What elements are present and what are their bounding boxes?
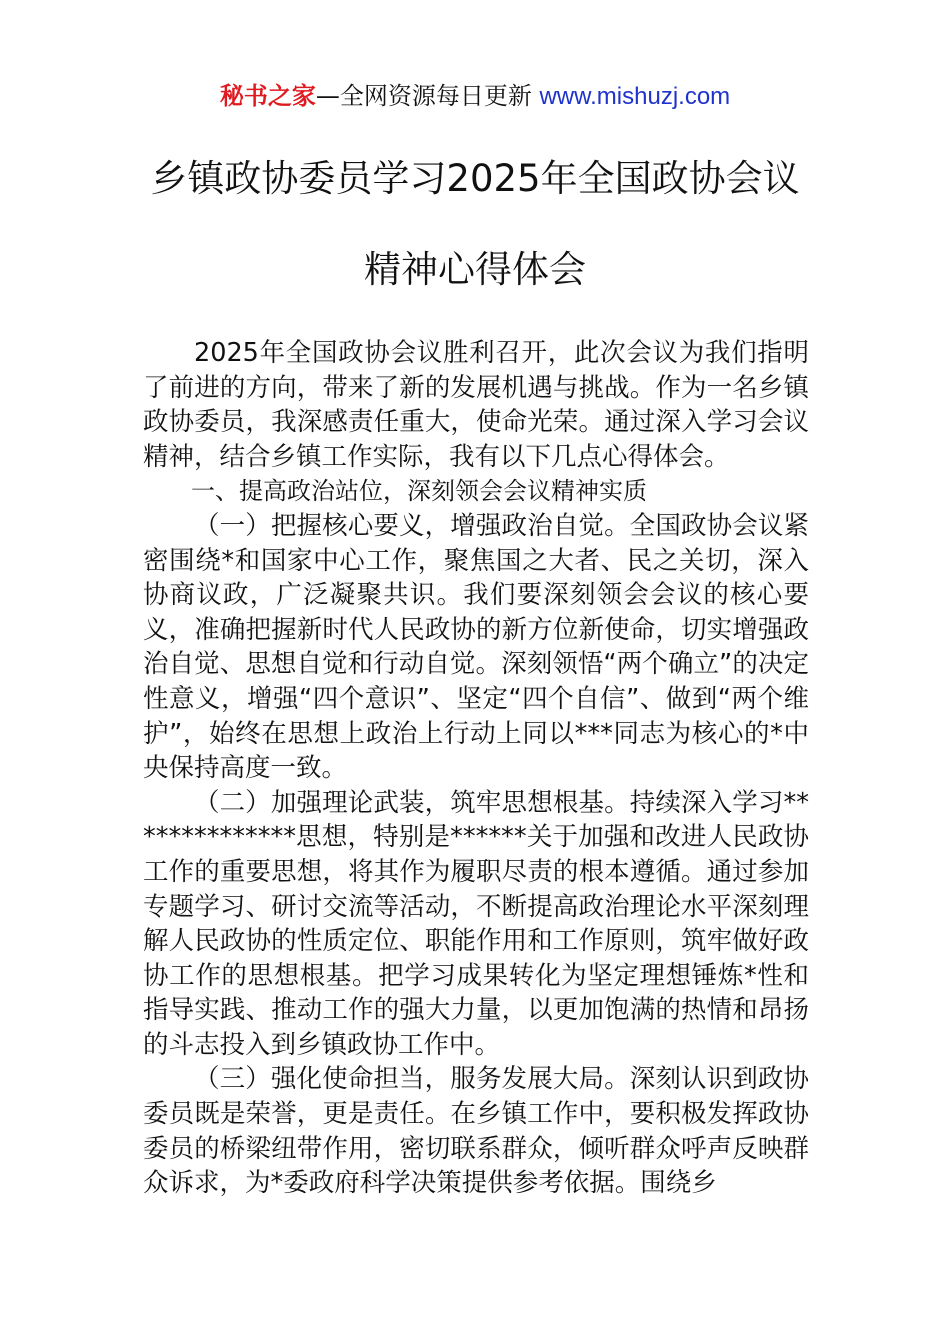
section-heading: 一、提高政治站位，深刻领会会议精神实质	[191, 477, 647, 506]
site-tagline: —全网资源每日更新	[315, 82, 540, 110]
document-title-line-2: 精神心得体会	[364, 248, 586, 291]
body-paragraph-3: （三）强化使命担当，服务发展大局。深刻认识到政协委员既是荣誉，更是责任。在乡镇工作中，要积极发挥政协委员的桥梁纽带作用，密切联系群众，倾听群众呼声反映群众诉求，为*委政府科学决策提供参考依据。围绕乡	[143, 1064, 809, 1199]
site-url-link[interactable]: www.mishuzj.com	[539, 83, 731, 110]
body-paragraph-1: （一）把握核心要义，增强政治自觉。全国政协会议紧密围绕*和国家中心工作，聚焦国之大者、民之关切，深入协商议政，广泛凝聚共识。我们要深刻领会会议的核心要义，准确把握新时代人民政协的新方位新使命，切实增强政治自觉、思想自觉和行动自觉。深刻领悟“两个确立”的决定性意义，增强“四个意识”、坚定“四个自信”、做到“两个维护”，始终在思想上政治上行动上同以***同志为核心的*中央保持高度一致。	[143, 510, 809, 784]
intro-paragraph: 2025年全国政协会议胜利召开，此次会议为我们指明了前进的方向，带来了新的发展机遇与挑战。作为一名乡镇政协委员，我深感责任重大，使命光荣。通过深入学习会议精神，结合乡镇工作实际，我有以下几点心得体会。	[143, 338, 809, 472]
site-brand: 秘书之家	[219, 82, 316, 110]
body-paragraph-2: （二）加强理论武装，筑牢思想根基。持续深入学习**************思想，特别是******关于加强和改进人民政协工作的重要思想，将其作为履职尽责的根本遵循。通过参加专题学习、研讨交流等活动，不断提高政治理论水平深刻理解人民政协的性质定位、职能作用和工作原则，筑牢做好政协工作的思想根基。把学习成果转化为坚定理想锤炼*性和指导实践、推动工作的强大力量，以更加饱满的热情和昂扬的斗志投入到乡镇政协工作中。	[143, 787, 809, 1060]
site-header	[0, 80, 950, 113]
document-body	[143, 336, 809, 1201]
document-title-line-1: 乡镇政协委员学习2025年全国政协会议	[150, 157, 800, 200]
